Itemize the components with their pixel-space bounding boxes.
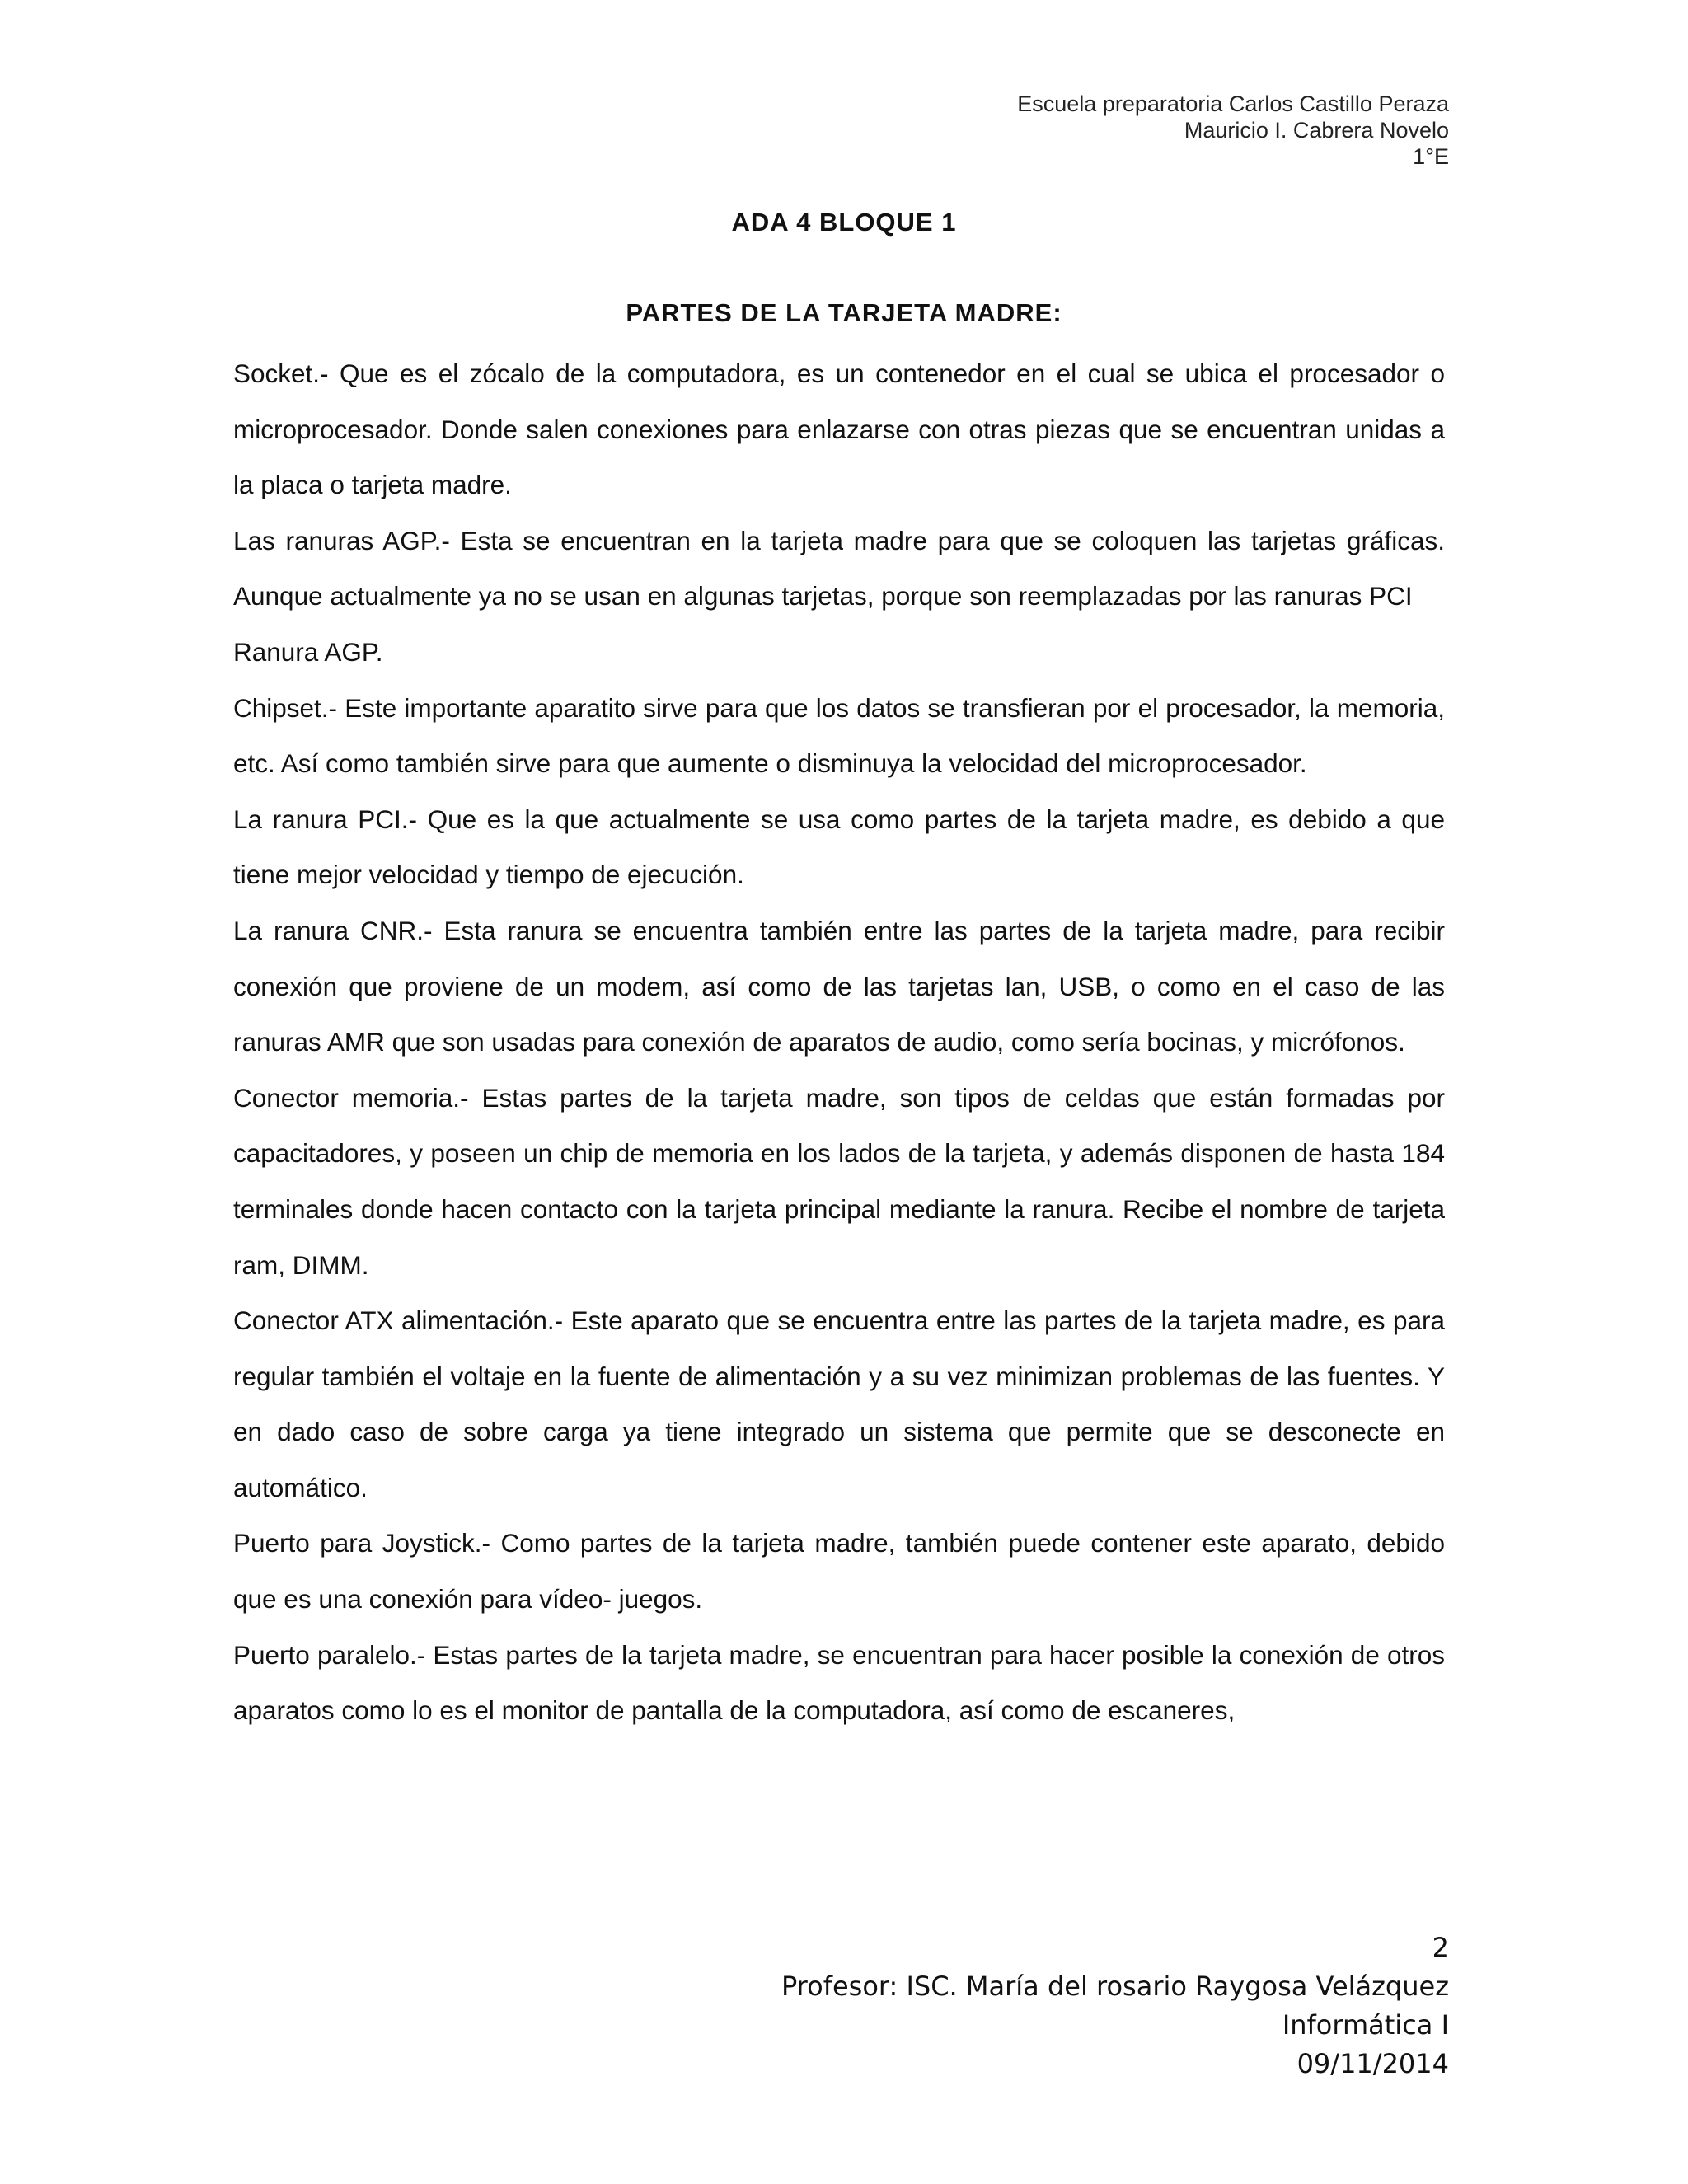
document-body [233,346,1445,1739]
paragraph-chipset: Chipset.- Este importante aparatito sirve para que los datos se transfieran por el procesador, la memoria, etc. Así como también sirve para que aumente o disminuya la velocidad del microprocesador. [233,692,1445,779]
school-name: Escuela preparatoria Carlos Castillo Peraza [1017,91,1449,116]
paragraph-atx: Conector ATX alimentación.- Este aparato que se encuentra entre las partes de la tarjeta madre, es para regular también el voltaje en la fuente de alimentación y a su vez minimizan problemas de las fuentes. Y en dado caso de sobre carga ya tiene integrado un sistema que permite que se desconecte en automático. [233,1305,1445,1502]
document-title: ADA 4 BLOQUE 1 [731,208,957,237]
document-footer [781,1929,1449,2083]
paragraph-ranura-agp: Ranura AGP. [233,636,383,667]
section-title: PARTES DE LA TARJETA MADRE: [626,298,1062,327]
paragraph-agp: Las ranuras AGP.- Esta se encuentran en la tarjeta madre para que se coloquen las tarjetas gráficas. Aunque actualmente ya no se usan en algunas tarjetas, porque son reemplazadas por las ranuras PCI [233,525,1445,612]
paragraph-cnr: La ranura CNR.- Esta ranura se encuentra también entre las partes de la tarjeta madre, para recibir conexión que proviene de un modem, así como de las tarjetas lan, USB, o como en el caso de las ranuras AMR que son usadas para conexión de aparatos de audio, como sería bocinas, y micrófonos. [233,915,1445,1057]
document-date: 09/11/2014 [1296,2048,1449,2079]
paragraph-memoria: Conector memoria.- Estas partes de la tarjeta madre, son tipos de celdas que están formadas por capacitadores, y poseen un chip de memoria en los lados de la tarjeta, y además disponen de hasta 184 terminales donde hacen contacto con la tarjeta principal mediante la ranura. Recibe el nombre de tarjeta ram, DIMM. [233,1082,1445,1280]
paragraph-socket: Socket.- Que es el zócalo de la computadora, es un contenedor en el cual se ubica el procesador o microprocesador. Donde salen conexiones para enlazarse con otras piezas que se encuentran unidas a la placa o tarjeta madre. [233,359,1445,500]
subject-name: Informática I [1282,2009,1449,2041]
document-header [1017,91,1449,170]
paragraph-joystick: Puerto para Joystick.- Como partes de la tarjeta madre, también puede contener este aparato, debido que es una conexión para vídeo- juegos. [233,1528,1445,1615]
teacher-name: Profesor: ISC. María del rosario Raygosa Velázquez [781,1971,1449,2002]
paragraph-paralelo: Puerto paralelo.- Estas partes de la tarjeta madre, se encuentran para hacer posible la conexión de otros aparatos como lo es el monitor de pantalla de la computadora, así como de escaneres, [233,1639,1445,1726]
group-label: 1°E [1413,144,1449,169]
page-number: 2 [1432,1932,1449,1963]
student-name: Mauricio I. Cabrera Novelo [1184,118,1449,143]
paragraph-pci: La ranura PCI.- Que es la que actualmente se usa como partes de la tarjeta madre, es debido a que tiene mejor velocidad y tiempo de ejecución. [233,804,1445,890]
